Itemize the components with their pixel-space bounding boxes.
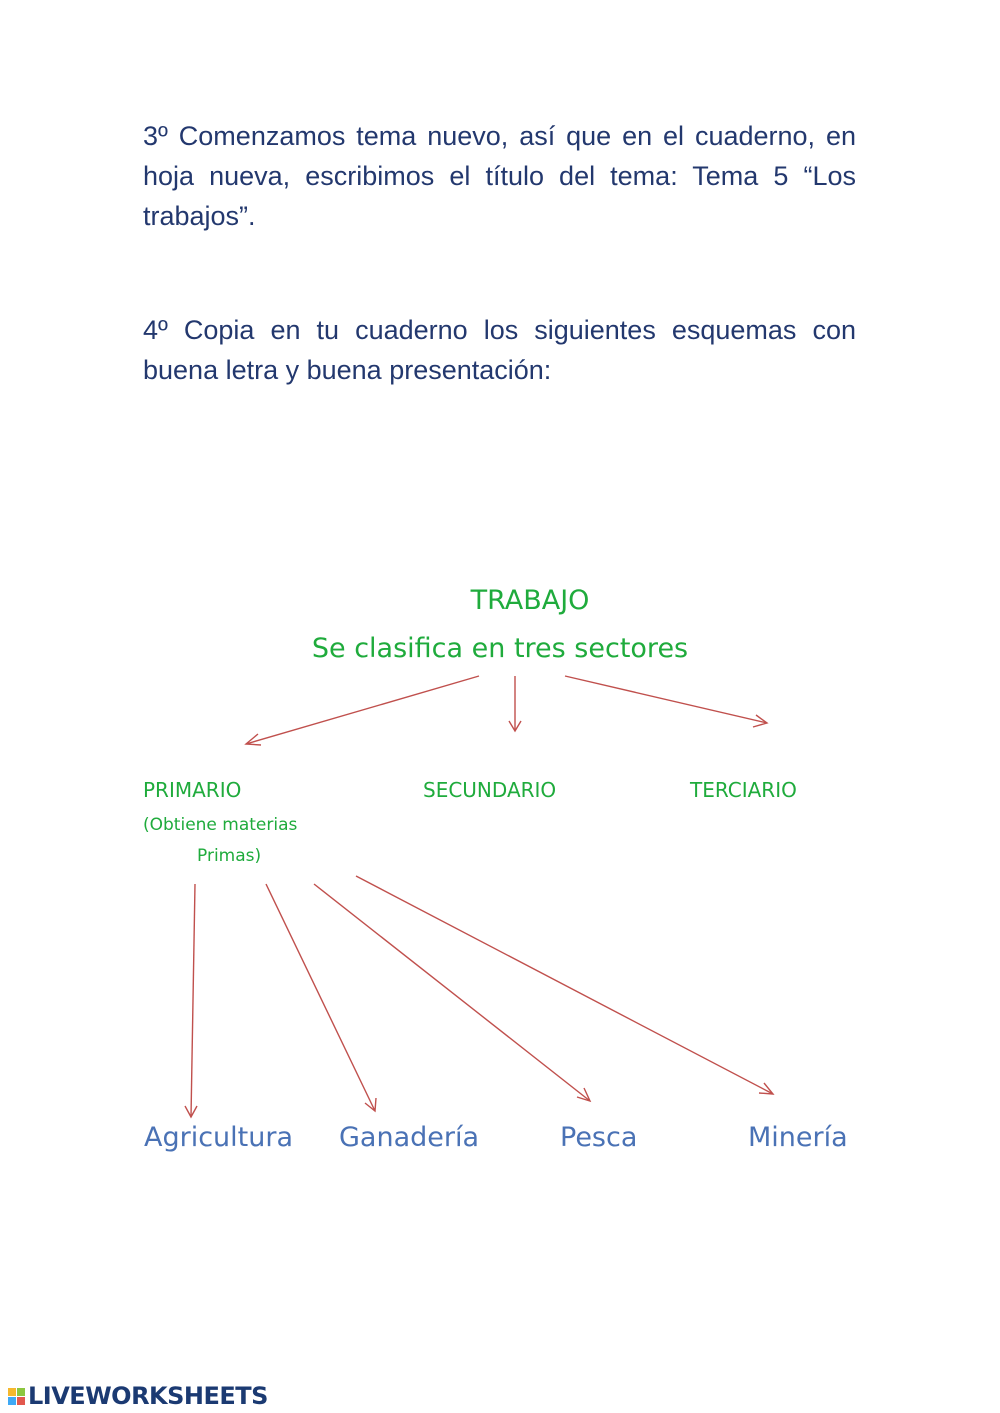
sector-primario: PRIMARIO [143, 778, 242, 802]
activity-agricultura: Agricultura [144, 1122, 294, 1153]
scheme-subtitle: Se clasifica en tres sectores [311, 633, 689, 664]
arrow-to-terciario [565, 676, 767, 727]
primary-note-line-2: Primas) [197, 846, 262, 866]
arrow-to-primario [246, 676, 479, 745]
scheme-title: TRABAJO [470, 585, 590, 616]
logo-text: LIVEWORKSHEETS [28, 1382, 268, 1410]
liveworksheets-logo [8, 1382, 268, 1410]
arrow-to-pesca [314, 884, 590, 1101]
arrow-to-mineria [356, 876, 773, 1094]
activity-mineria: Minería [748, 1122, 848, 1153]
arrow-to-secundario [509, 676, 521, 731]
arrow-to-agricultura [185, 884, 197, 1117]
primary-note-line-1: (Obtiene materias [143, 815, 298, 835]
sector-terciario: TERCIARIO [690, 778, 797, 802]
instruction-paragraph-4: 4º Copia en tu cuaderno los siguientes esquemas con buena letra y buena presentación: [143, 315, 856, 385]
instruction-paragraph-3: 3º Comenzamos tema nuevo, así que en el cuaderno, en hoja nueva, escribimos el título del tema: Tema 5 “Los trabajos”. [143, 121, 856, 231]
logo-blocks-icon [8, 1388, 25, 1405]
activity-pesca: Pesca [560, 1122, 638, 1153]
sector-secundario: SECUNDARIO [423, 778, 557, 802]
arrow-to-ganaderia [266, 884, 376, 1111]
activity-ganaderia: Ganadería [339, 1122, 480, 1153]
